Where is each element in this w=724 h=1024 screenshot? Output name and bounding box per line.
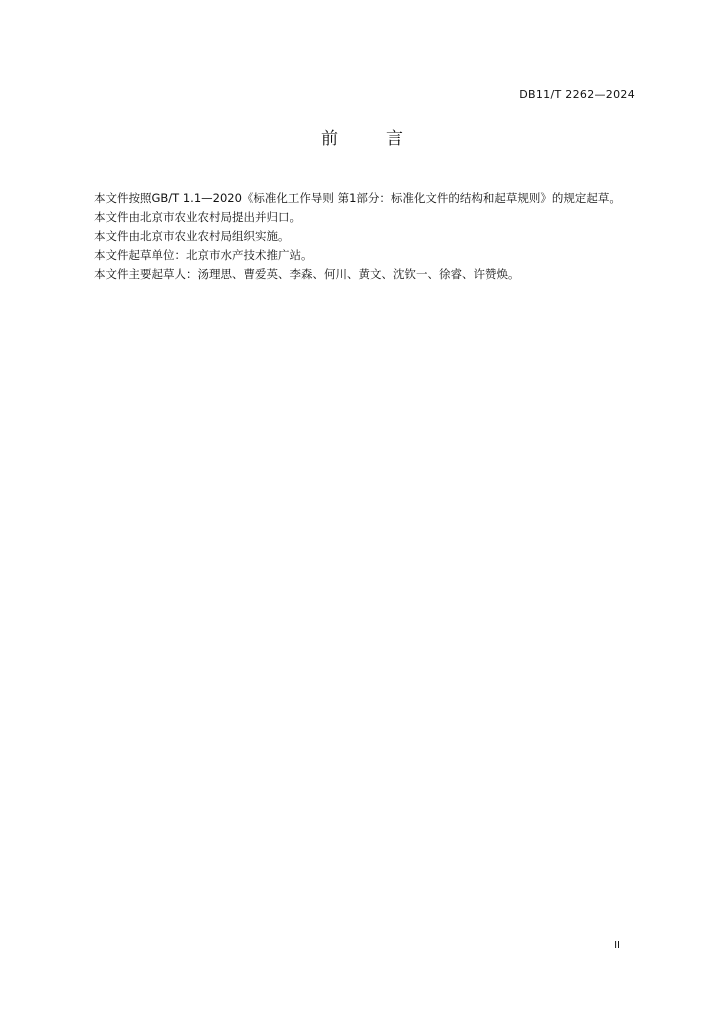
paragraph-implementer: 本文件由北京市农业农村局组织实施。 <box>94 229 290 243</box>
page-number: II <box>614 940 620 951</box>
paragraph-drafting-unit: 本文件起草单位：北京市水产技术推广站。 <box>94 248 313 262</box>
title-char-1: 前 <box>321 129 338 149</box>
title-char-2: 言 <box>386 129 403 149</box>
standard-number: DB11/T 2262—2024 <box>519 88 635 101</box>
page-title <box>0 124 724 149</box>
foreword-body <box>69 189 639 284</box>
paragraph-proposer: 本文件由北京市农业农村局提出并归口。 <box>94 210 301 224</box>
paragraph-drafters: 本文件主要起草人：汤理思、曹爱英、李森、何川、黄文、沈钦一、徐睿、许赞焕。 <box>94 267 520 281</box>
paragraph-drafting-rules: 本文件按照GB/T 1.1—2020《标准化工作导则 第1部分：标准化文件的结构和起草规则》的规定起草。 <box>94 191 621 205</box>
